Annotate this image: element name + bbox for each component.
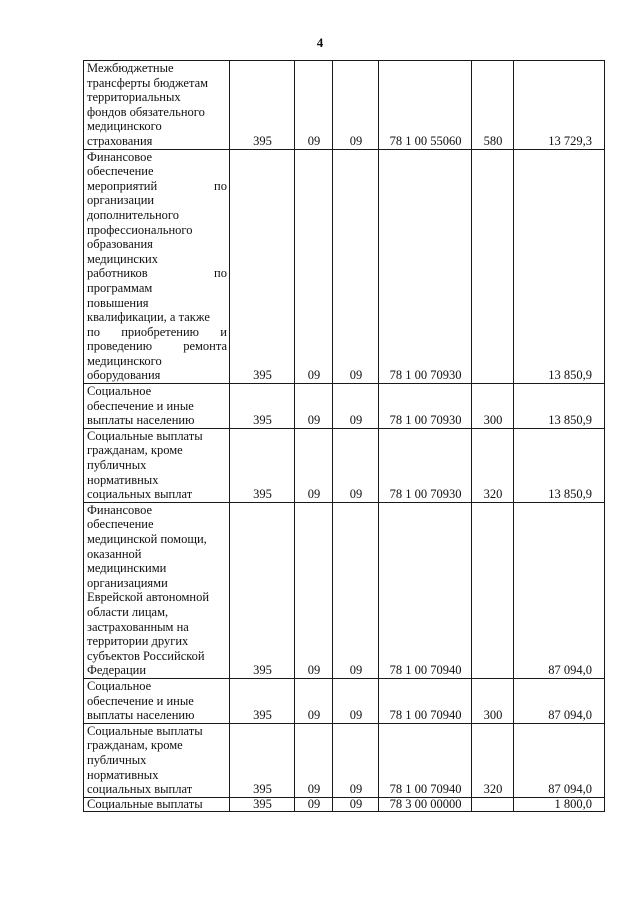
cell-admin-code: 395 (230, 502, 295, 678)
cell-amount: 13 850,9 (514, 149, 605, 384)
name-line: Социальное (87, 678, 152, 693)
cell-subsection: 09 (333, 723, 379, 797)
name-line: территории других (87, 634, 189, 649)
budget-table-body (84, 61, 605, 812)
cell-target-article: 78 1 00 70930 (379, 149, 472, 384)
page-number: 4 (316, 35, 324, 50)
cell-name (84, 384, 230, 429)
cell-admin-code: 395 (230, 678, 295, 723)
cell-target-article: 78 1 00 70940 (379, 502, 472, 678)
table-row (84, 678, 605, 723)
cell-amount: 87 094,0 (514, 502, 605, 678)
table-row (84, 428, 605, 502)
name-line: выплаты населению (87, 708, 195, 723)
cell-expense-type: 300 (472, 384, 514, 429)
cell-target-article: 78 1 00 70930 (379, 384, 472, 429)
name-line: оказанной (87, 546, 142, 561)
name-line: Социальные выплаты (87, 428, 203, 443)
name-line: публичных (87, 752, 147, 767)
name-line: обеспечение и иные (87, 693, 194, 708)
name-line: дополнительного (87, 207, 179, 222)
name-line: оборудования (87, 368, 161, 383)
name-line: Межбюджетные (87, 61, 174, 75)
table-row (84, 723, 605, 797)
name-line: организации (87, 193, 155, 208)
cell-section: 09 (295, 149, 333, 384)
name-line: трансферты бюджетам (87, 75, 209, 90)
name-line: Социальное (87, 384, 152, 399)
name-line: выплаты населению (87, 413, 195, 428)
name-line: квалификации, а также (87, 310, 210, 325)
name-word: ремонта (183, 339, 227, 354)
cell-name (84, 61, 230, 150)
cell-amount: 87 094,0 (514, 723, 605, 797)
budget-table (83, 60, 605, 812)
cell-target-article: 78 1 00 70940 (379, 678, 472, 723)
name-line: нормативных (87, 472, 159, 487)
cell-name (84, 797, 230, 811)
name-line: Финансовое (87, 502, 153, 517)
cell-subsection: 09 (333, 61, 379, 150)
cell-section: 09 (295, 723, 333, 797)
name-word: приобретению (121, 324, 199, 339)
cell-expense-type (472, 149, 514, 384)
name-line: фондов обязательного (87, 104, 205, 119)
name-word: работников (87, 266, 148, 281)
cell-admin-code: 395 (230, 384, 295, 429)
cell-target-article: 78 1 00 70930 (379, 428, 472, 502)
table-row (84, 149, 605, 384)
name-line: программам (87, 280, 153, 295)
name-line (87, 325, 227, 340)
cell-subsection: 09 (333, 384, 379, 429)
cell-name (84, 678, 230, 723)
name-line: застрахованным на (87, 619, 189, 634)
name-line: Финансовое (87, 149, 153, 164)
cell-admin-code: 395 (230, 723, 295, 797)
cell-section: 09 (295, 678, 333, 723)
cell-expense-type (472, 502, 514, 678)
name-line: гражданам, кроме (87, 738, 183, 753)
name-line: Федерации (87, 663, 147, 678)
name-line: медицинского (87, 119, 162, 134)
cell-admin-code: 395 (230, 149, 295, 384)
name-line: социальных выплат (87, 782, 193, 797)
cell-target-article: 78 1 00 70940 (379, 723, 472, 797)
name-line: медицинских (87, 251, 158, 266)
cell-expense-type (472, 797, 514, 811)
name-word: по (214, 266, 227, 281)
name-word: мероприятий (87, 178, 158, 193)
cell-admin-code: 395 (230, 428, 295, 502)
table-row (84, 502, 605, 678)
cell-expense-type: 320 (472, 723, 514, 797)
name-line: медицинскими (87, 561, 167, 576)
cell-section: 09 (295, 428, 333, 502)
name-line: образования (87, 237, 153, 252)
name-line: организациями (87, 575, 168, 590)
cell-subsection: 09 (333, 678, 379, 723)
cell-expense-type: 580 (472, 61, 514, 150)
cell-expense-type: 300 (472, 678, 514, 723)
cell-name (84, 428, 230, 502)
table-row (84, 797, 605, 811)
cell-target-article: 78 1 00 55060 (379, 61, 472, 150)
name-word: по (87, 324, 100, 339)
name-line (87, 339, 227, 354)
name-line: повышения (87, 295, 149, 310)
cell-section: 09 (295, 61, 333, 150)
cell-amount: 13 850,9 (514, 428, 605, 502)
name-line: Социальные выплаты (87, 723, 203, 738)
table-row (84, 384, 605, 429)
cell-subsection: 09 (333, 797, 379, 811)
name-line: Социальные выплаты (87, 797, 203, 811)
cell-subsection: 09 (333, 502, 379, 678)
cell-amount: 13 850,9 (514, 384, 605, 429)
cell-section: 09 (295, 797, 333, 811)
name-line: публичных (87, 458, 147, 473)
name-line: обеспечение (87, 164, 154, 179)
cell-section: 09 (295, 384, 333, 429)
cell-name (84, 502, 230, 678)
cell-amount: 87 094,0 (514, 678, 605, 723)
name-line: медицинского (87, 353, 162, 368)
name-word: по (214, 178, 227, 193)
cell-subsection: 09 (333, 149, 379, 384)
cell-amount: 13 729,3 (514, 61, 605, 150)
cell-name (84, 723, 230, 797)
name-line (87, 266, 227, 281)
name-line: области лицам, (87, 604, 169, 619)
table-row (84, 61, 605, 150)
name-line: нормативных (87, 767, 159, 782)
cell-admin-code: 395 (230, 61, 295, 150)
name-line: профессионального (87, 222, 193, 237)
cell-target-article: 78 3 00 00000 (379, 797, 472, 811)
name-line: медицинской помощи, (87, 532, 207, 546)
name-word: проведению (87, 339, 153, 354)
cell-section: 09 (295, 502, 333, 678)
cell-amount: 1 800,0 (514, 797, 605, 811)
name-line: обеспечение (87, 517, 154, 532)
name-word: и (220, 324, 227, 339)
name-line: субъектов Российской (87, 648, 205, 663)
name-line: территориальных (87, 90, 181, 105)
name-line: страхования (87, 133, 153, 148)
name-line (87, 179, 227, 194)
cell-admin-code: 395 (230, 797, 295, 811)
name-line: гражданам, кроме (87, 443, 183, 458)
name-line: социальных выплат (87, 487, 193, 502)
name-line: обеспечение и иные (87, 398, 194, 413)
cell-name (84, 149, 230, 384)
cell-subsection: 09 (333, 428, 379, 502)
name-line: Еврейской автономной (87, 590, 210, 605)
cell-expense-type: 320 (472, 428, 514, 502)
